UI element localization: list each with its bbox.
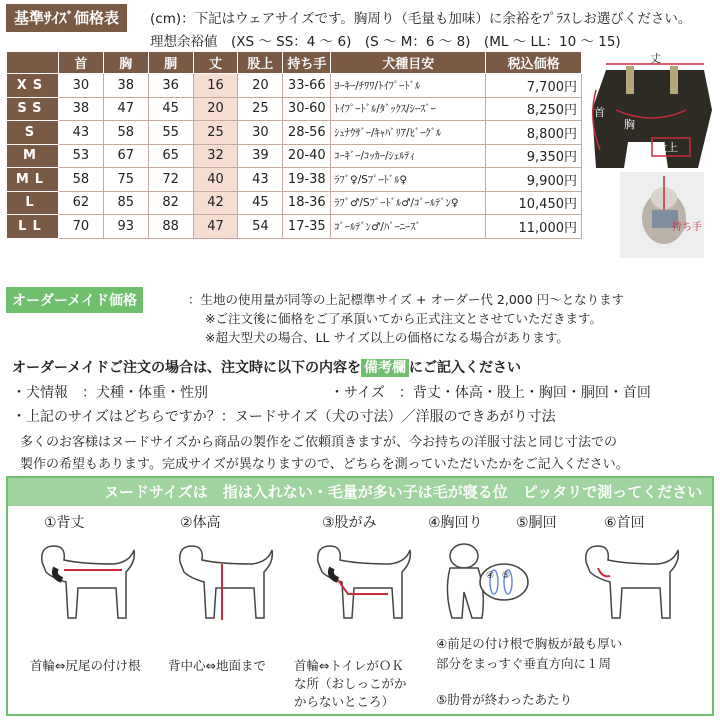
header-cell: 持ち手: [283, 52, 331, 74]
chest-mark: ④: [486, 571, 495, 581]
cell-crotch: 45: [238, 191, 283, 215]
header-cell: 犬種目安: [331, 52, 486, 74]
cell-length: 25: [193, 121, 238, 145]
size-label: LL: [7, 215, 59, 239]
cell-breed: ｼｭﾅｳｻﾞｰ/ｷｬﾊﾞﾘｱ/ﾋﾞｰｸﾞﾙ: [331, 121, 486, 145]
dog-crotch-illustration: [298, 532, 418, 627]
measure-label-height: ②体高: [180, 515, 221, 531]
cell-crotch: 30: [238, 121, 283, 145]
size-label: M: [7, 144, 59, 168]
desc-crotch-3: からないところ）: [294, 694, 395, 709]
header-cell: 胴: [148, 52, 193, 74]
cell-length: 16: [193, 74, 238, 98]
cell-crotch: 39: [238, 144, 283, 168]
cell-body: 45: [148, 97, 193, 121]
cell-body: 88: [148, 215, 193, 239]
desc-back-length: 首輪⇔尻尾の付け根: [30, 658, 141, 673]
cell-crotch: 54: [238, 215, 283, 239]
price-table-title: 基準ｻｲｽﾞ価格表: [6, 4, 127, 32]
table-row: [7, 191, 582, 215]
header-cell: 胸: [103, 52, 148, 74]
figure-label-crotch: 股上: [656, 141, 678, 154]
waist-mark: ⑤: [502, 571, 511, 581]
header-cell: 丈: [193, 52, 238, 74]
measure-label-crotch: ③股がみ: [322, 515, 377, 531]
desc-waist: ⑤肋骨が終わったあたり: [436, 692, 573, 707]
desc-height: 背中心⇔地面まで: [168, 658, 266, 673]
cell-chest: 85: [103, 191, 148, 215]
dog-front-illustration: [424, 532, 544, 627]
table-row: [7, 168, 582, 192]
cell-body: 36: [148, 74, 193, 98]
figure-label-handle: 持ち手: [672, 222, 702, 233]
desc-chest-1: ④前足の付け根で胸板が最も厚い: [436, 636, 623, 651]
header-cell: 税込価格: [486, 52, 582, 74]
cell-length: 42: [193, 191, 238, 215]
figure-label-neck: 首: [594, 106, 605, 119]
cell-body: 65: [148, 144, 193, 168]
measurement-heading: ヌードサイズは 指は入れない・毛量が多い子は毛が寝る位 ピッタリで測ってください: [8, 478, 712, 506]
cell-price: 10,450円: [486, 191, 582, 215]
cell-handle: 17-35: [283, 215, 331, 239]
cell-handle: 33-66: [283, 74, 331, 98]
cell-handle: 19-38: [283, 168, 331, 192]
cell-handle: 20-40: [283, 144, 331, 168]
table-header-row: [7, 52, 582, 74]
cell-neck: 53: [58, 144, 103, 168]
figure-label-length: 丈: [650, 52, 661, 65]
order-note-2: ※超大型犬の場合、LL サイズ以上の価格になる場合があります。: [205, 330, 569, 345]
margin-guide: 理想余裕値 (XS ～ SS：4 ～ 6) (S ～ M：6 ～ 8) (ML ～ LL：10 ～ 15): [150, 34, 621, 50]
cell-body: 82: [148, 191, 193, 215]
order-price-text: ：生地の使用量が同等の上記標準サイズ + オーダー代 2,000 円～となります: [188, 292, 625, 307]
size-label: S: [7, 121, 59, 145]
cell-length: 47: [193, 215, 238, 239]
cell-price: 11,000円: [486, 215, 582, 239]
cell-chest: 47: [103, 97, 148, 121]
cell-chest: 93: [103, 215, 148, 239]
table-row: [7, 74, 582, 98]
table-row: [7, 97, 582, 121]
remarks-badge: 備考欄: [361, 359, 409, 377]
instruction-post: にご記入ください: [409, 360, 522, 376]
dog-info-line: ・犬情報 ：犬種・体重・性別: [12, 385, 208, 401]
dog-height-illustration: [160, 532, 280, 627]
cell-neck: 58: [58, 168, 103, 192]
cell-crotch: 20: [238, 74, 283, 98]
cell-chest: 75: [103, 168, 148, 192]
figure-label-chest: 胸: [624, 118, 635, 131]
cell-price: 7,700円: [486, 74, 582, 98]
dog-back-length-illustration: [22, 532, 142, 627]
cell-length: 20: [193, 97, 238, 121]
cell-crotch: 43: [238, 168, 283, 192]
cell-chest: 38: [103, 74, 148, 98]
garment-diagram: [586, 50, 718, 260]
header-cell: 股上: [238, 52, 283, 74]
cell-price: 8,800円: [486, 121, 582, 145]
size-label: SS: [7, 97, 59, 121]
cell-neck: 70: [58, 215, 103, 239]
cell-breed: ﾗﾌﾞ♂/Sﾌﾟｰﾄﾞﾙ♂/ｺﾞｰﾙﾃﾞﾝ♀: [331, 191, 486, 215]
cell-crotch: 25: [238, 97, 283, 121]
cell-handle: 18-36: [283, 191, 331, 215]
cell-breed: ﾄｲﾌﾟｰﾄﾞﾙ/ﾀﾞｯｸｽ/ｼｰｽﾞｰ: [331, 97, 486, 121]
cell-neck: 38: [58, 97, 103, 121]
table-row: [7, 144, 582, 168]
desc-chest-2: 部分をまっすぐ垂直方向に１周: [436, 656, 612, 671]
cell-price: 9,900円: [486, 168, 582, 192]
cell-neck: 30: [58, 74, 103, 98]
cell-breed: ﾗﾌﾞ♀/Sﾌﾟｰﾄﾞﾙ♀: [331, 168, 486, 192]
size-type-line: ・上記のサイズはどちらですか？：ヌードサイズ（犬の寸法）／洋服のできあがり寸法: [12, 409, 556, 425]
instruction-pre: オーダーメイドご注文の場合は、注文時に以下の内容を: [12, 360, 362, 376]
measure-label-chest: ④胸回り: [428, 515, 483, 531]
header-cell: 首: [58, 52, 103, 74]
size-price-table: [6, 51, 582, 239]
cell-body: 55: [148, 121, 193, 145]
instruction-heading: [12, 357, 521, 377]
cell-length: 32: [193, 144, 238, 168]
header-note: (cm)：下記はウェアサイズです。胸周り（毛量も加味）に余裕をﾌﾟﾗｽしお選びください。: [150, 11, 692, 27]
cell-body: 72: [148, 168, 193, 192]
desc-crotch-1: 首輪⇔トイレがＯＫ: [294, 658, 404, 673]
desc-crotch-2: な所（おしっこがか: [294, 676, 407, 691]
size-info-line: ・サイズ ：背丈・体高・股上・胸回・胴回・首回: [330, 385, 651, 401]
cell-neck: 43: [58, 121, 103, 145]
size-label: XS: [7, 74, 59, 98]
size-label: ML: [7, 168, 59, 192]
size-label: L: [7, 191, 59, 215]
cell-handle: 30-60: [283, 97, 331, 121]
measure-label-waist: ⑤胴回: [516, 515, 557, 531]
table-row: [7, 215, 582, 239]
order-note-1: ※ご注文後に価格をご了承頂いてから正式注文とさせていただきます。: [205, 311, 602, 326]
cell-price: 8,250円: [486, 97, 582, 121]
cell-length: 40: [193, 168, 238, 192]
measure-label-back-length: ①背丈: [44, 515, 85, 531]
cell-price: 9,350円: [486, 144, 582, 168]
cell-handle: 28-56: [283, 121, 331, 145]
table-row: [7, 121, 582, 145]
cell-chest: 58: [103, 121, 148, 145]
header-cell: [7, 52, 59, 74]
measure-label-neck: ⑥首回: [604, 515, 645, 531]
cell-neck: 62: [58, 191, 103, 215]
explanation-line-1: 多くのお客様はヌードサイズから商品の製作をご依頼頂きますが、今お持ちの洋服寸法と同じ寸法での: [20, 435, 617, 450]
cell-breed: ｺｰｷﾞｰ/ｺｯｶｰ/ｼｪﾙﾃｨ: [331, 144, 486, 168]
cell-chest: 67: [103, 144, 148, 168]
explanation-line-2: 製作の希望もあります。完成サイズが異なりますので、どちらを測っていただいたかをご記入ください。: [20, 457, 629, 472]
dog-neck-illustration: [566, 532, 686, 627]
order-price-badge: オーダーメイド価格: [6, 287, 143, 313]
cell-breed: ｺﾞｰﾙﾃﾞﾝ♂/ﾊﾞｰﾆｰｽﾞ: [331, 215, 486, 239]
cell-breed: ﾖｰｷｰ/ﾁﾜﾜ/ﾄｲﾌﾟｰﾄﾞﾙ: [331, 74, 486, 98]
